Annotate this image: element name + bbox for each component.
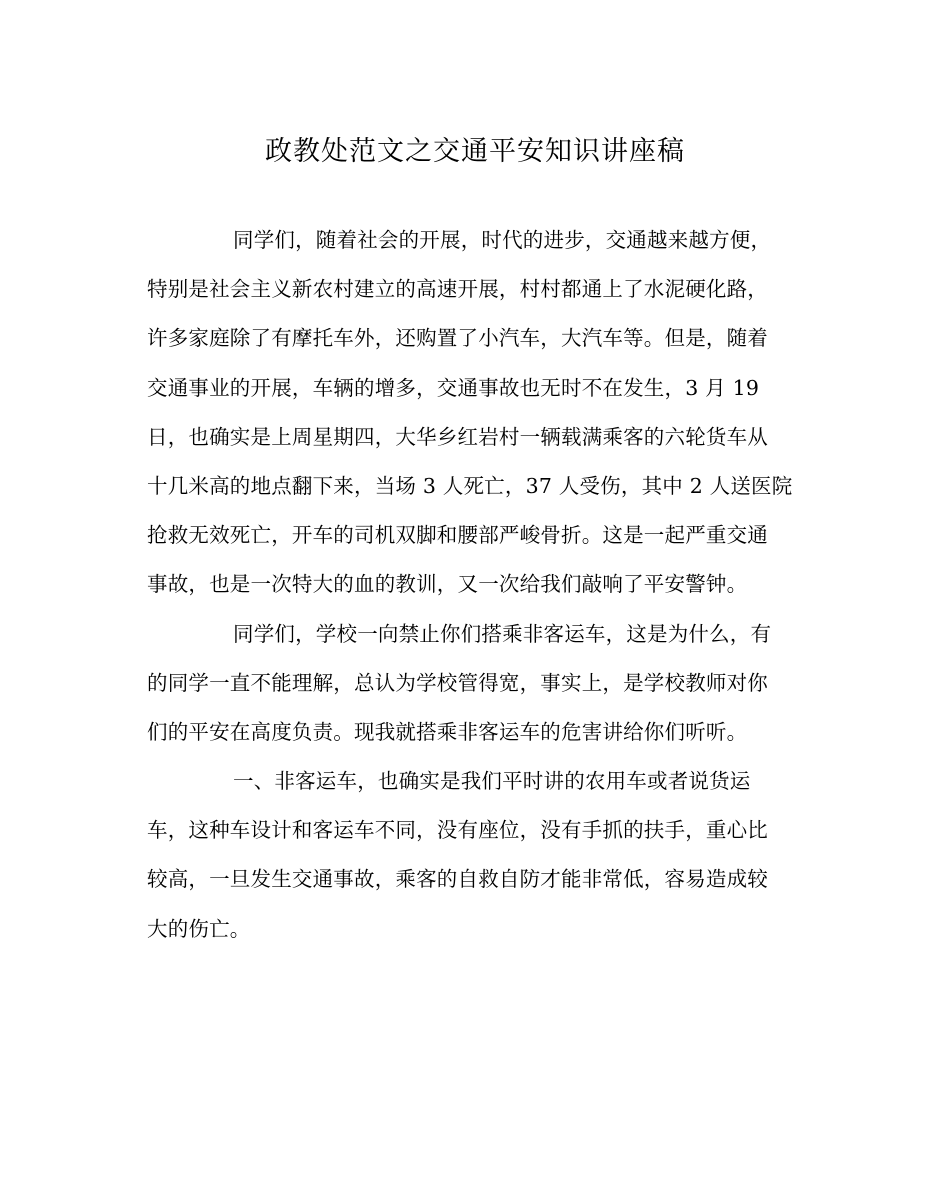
- paragraph-3-line-2: 车，这种车设计和客运车不同，没有座位，没有手抓的扶手，重心比: [147, 818, 768, 843]
- paragraph-2-line-2: 的同学一直不能理解，总认为学校管得宽，事实上，是学校教师对你: [147, 670, 768, 695]
- document-title: 政教处范文之交通平安知识讲座稿: [265, 136, 685, 167]
- paragraph-1-line-4: 交通事业的开展，车辆的增多，交通事故也无时不在发生，3 月 19: [147, 375, 760, 400]
- paragraph-2-line-3: 们的平安在高度负责。现我就搭乘非客运车的危害讲给你们听听。: [147, 719, 748, 744]
- paragraph-1-line-2: 特别是社会主义新农村建立的高速开展，村村都通上了水泥硬化路，: [147, 277, 768, 302]
- paragraph-1-line-1: 同学们，随着社会的开展，时代的进步，交通越来越方便，: [233, 228, 772, 252]
- paragraph-1-line-7: 抢救无效死亡，开车的司机双脚和腰部严峻骨折。这是一起严重交通: [147, 523, 768, 548]
- paragraph-1-line-8: 事故，也是一次特大的血的教训，又一次给我们敲响了平安警钟。: [147, 572, 748, 597]
- document-body: [147, 216, 807, 954]
- paragraph-3-line-3: 较高，一旦发生交通事故，乘客的自救自防才能非常低，容易造成较: [147, 867, 768, 892]
- paragraph-3-line-4: 大的伤亡。: [147, 916, 251, 941]
- paragraph-1-line-3: 许多家庭除了有摩托车外，还购置了小汽车，大汽车等。但是，随着: [147, 326, 768, 351]
- paragraph-3-line-1: 一、非客运车，也确实是我们平时讲的农用车或者说货运: [233, 769, 751, 794]
- paragraph-2-line-1: 同学们，学校一向禁止你们搭乘非客运车，这是为什么，有: [233, 621, 772, 646]
- paragraph-1-line-6: 十几米高的地点翻下来，当场 3 人死亡，37 人受伤，其中 2 人送医院: [147, 473, 793, 498]
- paragraph-1-line-5: 日，也确实是上周星期四，大华乡红岩村一辆载满乘客的六轮货车从: [147, 424, 768, 449]
